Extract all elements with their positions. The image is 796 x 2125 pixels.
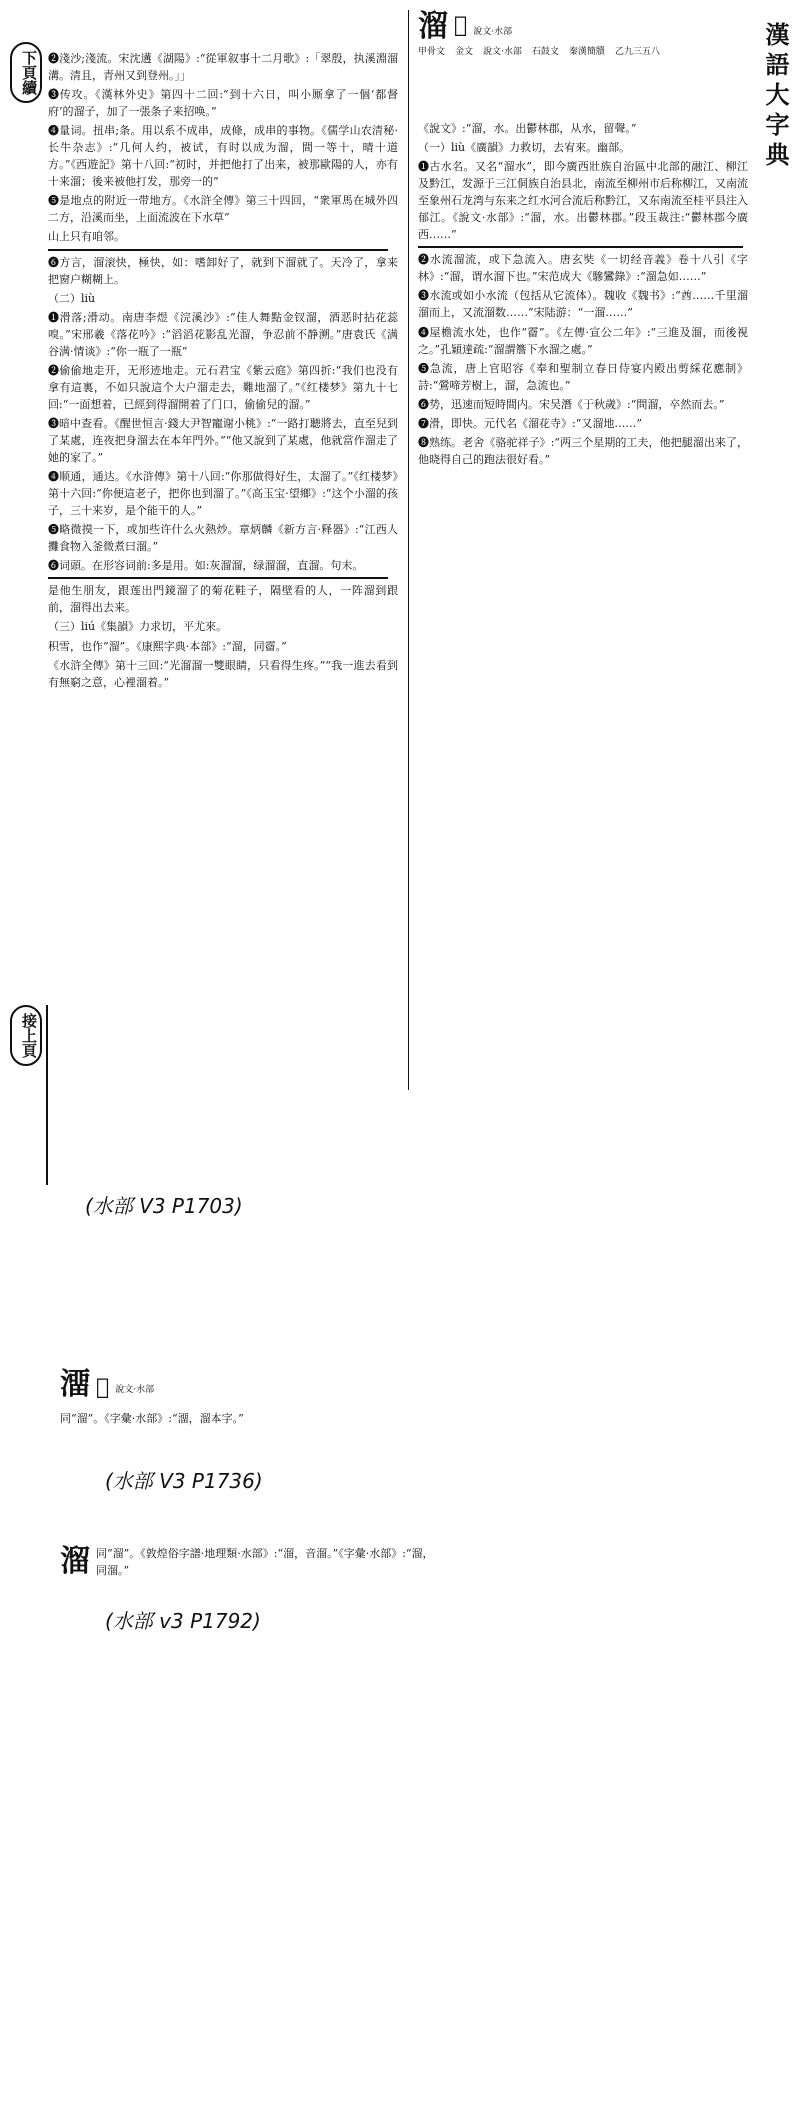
headword-source: 說文·水部 xyxy=(473,27,513,37)
seal-script-glyph: 𣻳 xyxy=(96,1374,110,1400)
glyph-caption: 金文 xyxy=(455,47,474,57)
left-column xyxy=(48,50,398,693)
left-paragraph: ❷偷偷地走开，无形迹地走。元石君宝《紫云庭》第四折:“我们也没有拿有這裏，不如只說這个大户溜走去，難地溜了。”《红楼梦》第九十七回:“一面想着，已經到得溜開着了门口，偷偷兒的溜。” xyxy=(48,363,398,411)
left-paragraph: ❹量词。扭串;条。用以系不成串，成條，成串的事物。《儒学山农清秘·长牛杂志》:“几何人约，被试，有时以成为溜，間一等十，晴十道方。”《西遊記》第十八回:“初时，并把他打了出来，被那歐陽的人，亦有十来溜；後来被他打发，那旁一的” xyxy=(48,124,398,189)
left-paragraph: 《水浒全傳》第十三回:“光溜溜一雙眼睛，只看得生疼。”“我一進去看到有無窮之意，心裡溜着。” xyxy=(48,658,398,689)
handwritten-source-note: (水部 V3 P1736) xyxy=(105,1469,263,1493)
left-paragraph: ❻词頭。在形容词前:多是用。如:灰溜溜，绿溜溜，直溜。句末。 xyxy=(48,559,364,573)
entry-definition: 同“溜”。《敦煌俗字譜·地理類·水部》:“溜，音溜。”《字彙·水部》:“溜，同溜。” xyxy=(96,1547,434,1578)
headword-source: 說文·水部 xyxy=(115,1385,155,1395)
glyph-captions xyxy=(418,46,748,59)
reading-heading: （一）liù《廣韻》力救切，去宥來。幽部。 xyxy=(418,141,631,155)
right-paragraph: ❺急流，唐上官昭容《奉和聖制立春日侍宴内殿出剪綵花應制》詩:“鶯啼芳樹上，溜，急流也。” xyxy=(418,361,748,392)
entry-definition: 同“溜”。《字彙·水部》:“澑，溜本字。” xyxy=(60,1412,244,1426)
left-paragraph: 积雪，也作“溜”。《康熙字典·本部》:“溜，同霤。” xyxy=(48,639,287,653)
glyph-caption: 秦漢簡牘 xyxy=(568,47,605,57)
glyph-caption: 說文·水部 xyxy=(483,47,522,57)
right-paragraph: ❼滑，即快。元代名《溜花寺》:“又溜地……” xyxy=(418,416,642,430)
margin-bracket-line xyxy=(46,1005,48,1185)
left-paragraph: ❸传攻。《漢林外史》第四十二回:“到十六日，叫小厮拿了一個‘都督府’的溜子，加了一張条子来招唤。” xyxy=(48,88,398,119)
left-paragraph: ❸暗中查看。《醒世恒言·錢大尹智寵谢小桃》:“一路打聽將去，直至兒到了某處，连夜把身溜去在本年門外。”“他又說到了某處，他就當作溜走了她的家了。” xyxy=(48,416,398,465)
right-column xyxy=(418,120,748,470)
right-paragraph: ❹屋檐流水处，也作“霤”。《左傳·宣公二年》:“三進及溜，而後視之。”孔穎達疏:“溜謂簷下水溜之處。” xyxy=(418,325,748,356)
entry-two xyxy=(60,1367,440,1429)
section-divider xyxy=(48,577,388,579)
continued-next-page-label: 下頁續 xyxy=(10,42,42,103)
right-paragraph: ❻势，迅速而短時間内。宋吴潛《于秋歲》:“問溜，卒然而去。” xyxy=(418,397,725,411)
left-paragraph: ❶滑落;滑动。南唐李煜《浣溪沙》:“佳人舞點金钗溜，酒恶时拈花蕊嗅。”宋邢羲《落花吟》:“滔滔花影乱光溜，争忍前不静溯。”唐袁氏《满谷满·情谈》:“你一瓶了一瓶” xyxy=(48,310,398,358)
column-divider xyxy=(408,10,409,1090)
right-paragraph: ❸水流或如小水流（包括从它流体）。魏收《魏书》:“酋……千里溜溜而上，又流溜数……”宋陆游：“一溜……” xyxy=(418,289,748,320)
handwritten-source-note: (水部 v3 P1792) xyxy=(105,1609,261,1633)
glyph-caption: 石鼓文 xyxy=(531,47,559,57)
headword: 溜 xyxy=(60,1544,90,1580)
right-paragraph: ❷水流溜流，或下急流入。唐玄奘《一切经音義》卷十八引《字林》:“溜，谓水溜下也。”宋范成大《驂鸞錄》:“溜急如……” xyxy=(418,253,748,284)
definition-intro: 《說文》:“溜，水。出鬱林郡，从水，留聲。” xyxy=(418,122,637,135)
headword: 澑 xyxy=(60,1367,90,1402)
left-paragraph: 山上只有咱邻。 xyxy=(48,230,125,244)
seal-script-glyph: 𣻳 xyxy=(454,12,468,38)
left-paragraph: ❷淺沙;淺流。宋沈遘《湖陽》:“從軍叙事十二月歌》:「翠殷，执溪淵溜溝。清且，青州又到登州。」」 xyxy=(48,52,398,83)
continued-from-previous-page-label: 接上頁 xyxy=(10,1005,42,1066)
reading-heading: （二）liù xyxy=(48,291,96,305)
left-paragraph: ❻方言，溜滚快，極快，如：嗜卸好了，就到下溜就了。天冷了，拿来把窗户糊糊上。 xyxy=(48,255,398,286)
headword: 溜 xyxy=(418,9,448,44)
left-paragraph: ❺是地点的附近一带地方。《水浒全傳》第三十四回，“衆軍馬在城外四二方，沿溪而坐，上面流波在下水草” xyxy=(48,194,398,225)
handwritten-source-note: (水部 V3 P1703) xyxy=(85,1194,243,1218)
right-paragraph: ❶古水名。又名“溜水”，即今廣西壯族自治區中北部的融江、柳江及黔江，发源于三江侗族自治县北，南流至柳州市后称柳江，又南流至象州石龙湾与东来之红水河合流后称黔江，又东南流至桂平县注入郁江。《說文·水部》:“溜，水。出鬱林郡。”段玉裁注:“鬱林郡今廣西……” xyxy=(418,160,748,242)
left-paragraph: ❹顺通，通达。《水浒傳》第十八回:“你那做得好生，太溜了。”《红楼梦》第十六回:“你便這老子，把你也到溜了。”《高玉宝·望鄉》:“这个小溜的孩子，三十来岁，是个能干的人。” xyxy=(48,470,398,518)
glyph-caption: 乙九三五八 xyxy=(614,47,660,57)
entry-three xyxy=(60,1545,440,1579)
glyph-caption: 甲骨文 xyxy=(418,47,446,57)
headword-block xyxy=(418,9,748,59)
left-paragraph: ❺略微摸一下，或加些许什么火熱炒。章炳麟《新方言·释器》:“江西人攤食物入釜微煮曰溜。” xyxy=(48,523,398,554)
left-paragraph: 是他生朋友，跟莲出門鏡溜了的菊花鞋子，隔壁看的人，一阵溜到跟前，溜得出去来。 xyxy=(48,584,398,615)
reading-heading: （三）liú《集韻》力求切，平尤來。 xyxy=(48,620,228,634)
section-divider xyxy=(418,246,743,248)
dictionary-title: 漢語大字典 xyxy=(761,22,790,172)
section-divider xyxy=(48,249,388,251)
right-paragraph: ❽熟练。老舍《骆驼祥子》:“两三个星期的工夫，他把腿溜出来了，他晓得自己的跑法很好看。” xyxy=(418,435,748,466)
